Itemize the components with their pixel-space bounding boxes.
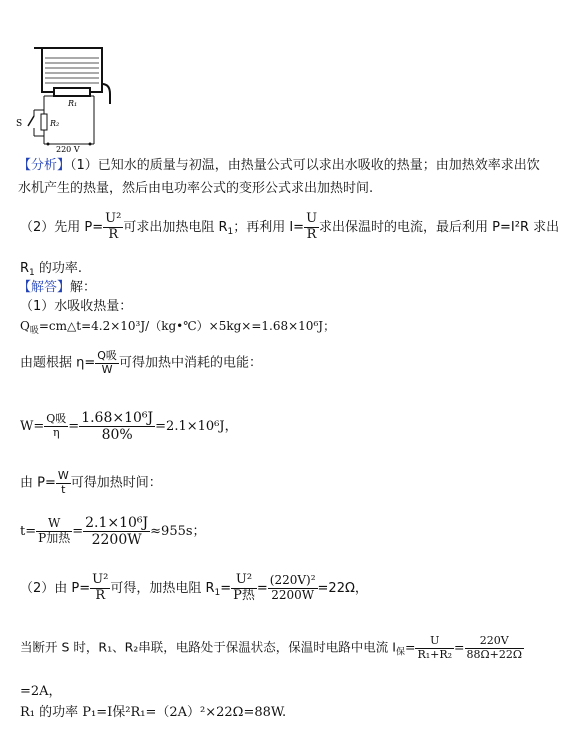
subscript: 吸 [29,326,39,336]
subscript: 1 [29,268,35,278]
p-line [20,470,162,496]
answer-tag: 【解答】 [18,280,71,295]
answer-text: =22Ω， [317,580,368,596]
fraction-numerator: W [47,516,61,531]
label-r2: R₂ [50,119,60,128]
circuit-figure [14,44,114,156]
analysis-text-1a: （1）已知水的质量与初温，由热量公式可以求出水吸收的热量；由加热效率求出饮 [70,158,540,173]
equals: = [404,639,416,655]
analysis-text: 的功率. [34,261,83,276]
fraction-numerator: U² [92,572,109,587]
fraction-numerator: 2.1×10⁶J [85,515,149,531]
fraction-numerator: Q吸 [46,412,67,426]
fraction-denominator: 80% [79,426,155,443]
answer-text: 当断开 S 时，R₁、R₂串联，电路处于保温状态，保温时电路中电流 I [20,639,396,655]
analysis-line-3 [20,262,82,278]
fraction-denominator: 2200W [268,588,318,603]
q-symbol: Q [20,319,30,333]
analysis-text: R [20,261,30,276]
fraction-denominator: R [304,227,319,243]
fraction-numerator: W [57,469,69,482]
answer-header [18,281,96,294]
eta-line [20,350,262,376]
final-power-line: R₁ 的功率 P₁=I保²R₁=（2A）²×22Ω=88W. [20,705,287,720]
fraction-numerator: U² [105,211,122,226]
answer-text: ≈955s； [150,524,206,540]
answer-text: 由 P= [20,475,56,491]
answer-text: W= [20,419,45,435]
fraction-denominator: R [90,588,110,604]
answer-text: 可得加热时间： [70,475,162,491]
equals: = [220,580,232,596]
fraction-denominator: 2200W [83,531,150,548]
fraction-denominator: t [56,483,71,497]
label-r1: R₁ [68,99,78,108]
analysis-tag: 【分析】 [18,158,71,173]
subscript: 1 [227,226,234,237]
answer-text: 由题根据 η= [20,355,96,371]
q-absorbed-line [20,320,335,336]
label-s: S [16,119,23,129]
answer-text: （2）由 P= [20,580,91,596]
answer-text: t= [20,524,37,540]
analysis-line-1 [18,159,540,172]
fraction-denominator: P热 [233,587,255,603]
fraction-denominator: W [95,363,119,377]
subscript: 1 [214,587,221,598]
t-line [20,515,206,548]
analysis-text: ；再利用 I= [233,219,305,235]
label-voltage: 220 V [56,145,80,154]
answer-text: 可得加热中消耗的电能： [118,355,262,371]
equals: = [68,419,80,435]
q-formula: =cm△t=4.2×10³J/（kg•℃）×5kg×=1.68×10⁶J； [38,319,336,333]
equals: = [454,639,465,655]
analysis-text-1b: 水机产生的热量，然后由电功率公式的变形公式求出加热时间. [18,181,374,196]
fraction-numerator: 1.68×10⁶J [81,410,154,426]
answer-text: =2.1×10⁶J， [155,419,238,435]
analysis-line-2 [20,212,559,243]
w-line [20,410,238,443]
analysis-text: 求出保温时的电流，最后利用 P=I²R 求出 [319,219,560,235]
equals: = [256,580,268,596]
current-line [20,635,524,661]
fraction-numerator: U² [235,572,253,587]
equals: = [72,524,84,540]
fraction-denominator: R₁+R₂ [417,647,453,661]
fraction-numerator: U [430,634,440,647]
step-2-line [20,573,368,604]
fraction-numerator: U [306,211,318,226]
current-result: =2A， [20,684,62,699]
fraction-denominator: R [103,227,123,243]
answer-step-1: （1）水吸收热量： [20,299,133,314]
answer-tag-tail: 解： [70,280,97,295]
fraction-denominator: P加热 [38,531,71,546]
fraction-numerator: Q吸 [97,349,117,362]
subscript: 保 [395,647,405,658]
analysis-text: 可求出加热电阻 R [123,219,228,235]
fraction-denominator: 88Ω+22Ω [466,647,522,661]
fraction-numerator: (220V)² [269,573,316,588]
fraction-numerator: 220V [479,634,509,647]
answer-text: 可得，加热电阻 R [110,580,215,596]
fraction-denominator: η [44,426,68,440]
analysis-text: （2）先用 P= [20,219,104,235]
